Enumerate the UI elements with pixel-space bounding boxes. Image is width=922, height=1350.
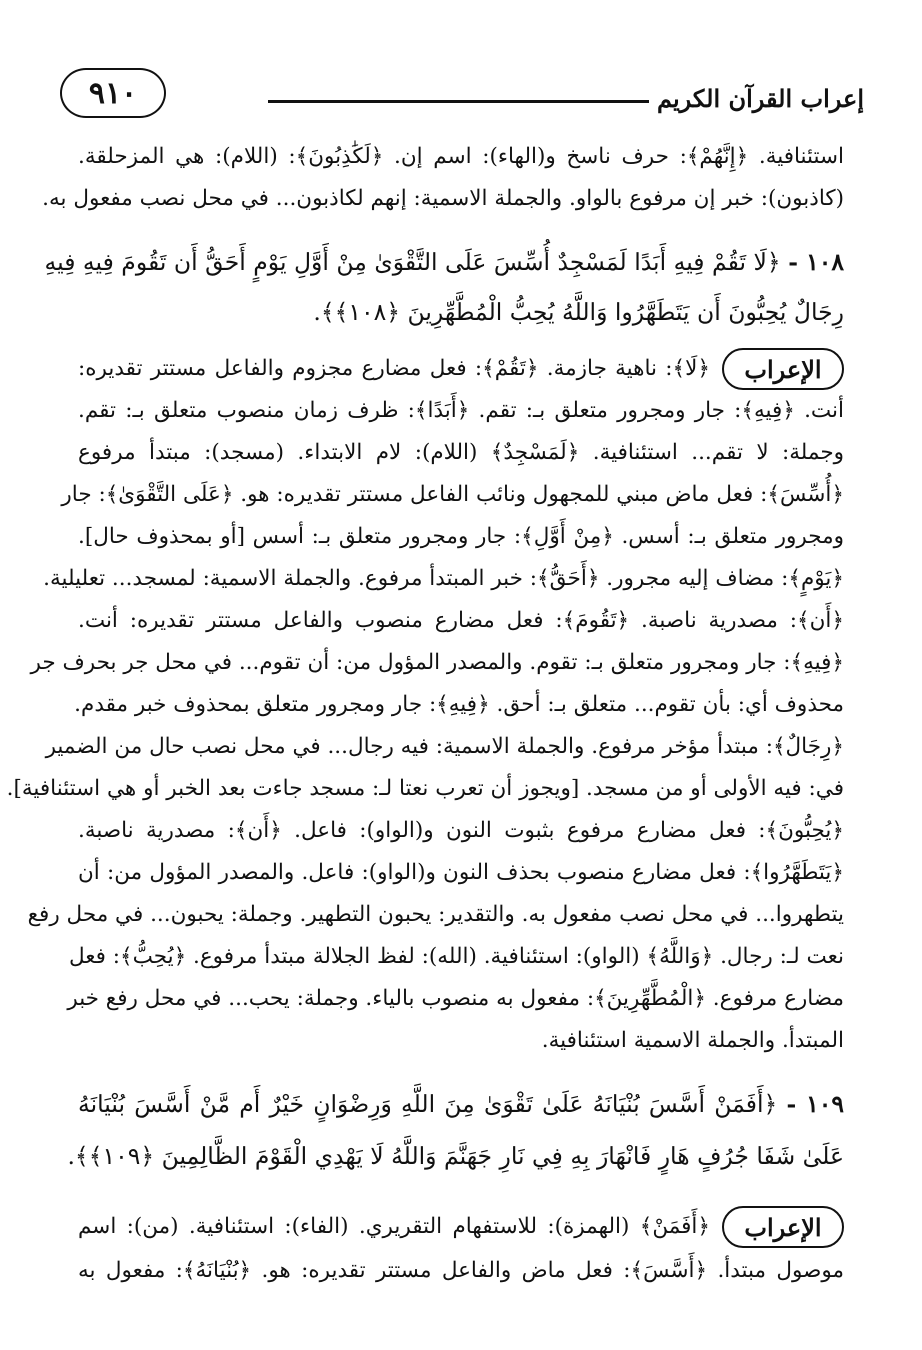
irab-line-12: ﴿يُحِبُّونَ﴾: فعل مضارع مرفوع بثبوت النون و(الواو): فاعل. ﴿أَن﴾: مصدرية ناصبة. xyxy=(78,818,844,843)
verse-109-line-1 xyxy=(78,1090,844,1118)
irab-line-8: ﴿فِيهِ﴾: جار ومجرور متعلق بـ: تقوم. والمصدر المؤول من: أن تقوم... في محل جر بحرف جر xyxy=(30,650,844,675)
irab-line-3: وجملة: لا تقم... استئنافية. ﴿لَمَسْجِدٌ﴾ (اللام): لام الابتداء. (مسجد): مبتدأ مرفوع xyxy=(78,440,844,465)
verse-109-line-2: عَلَىٰ شَفَا جُرُفٍ هَارٍ فَانْهَارَ بِهِ فِي نَارِ جَهَنَّمَ وَاللَّهُ لَا يَهْدِي الْقَوْمَ الظَّالِمِينَ ﴿١٠٩﴾﴾. xyxy=(67,1142,844,1170)
irab-line-17: المبتدأ. والجملة الاسمية استئنافية. xyxy=(541,1028,844,1053)
irab-line-1: ﴿لَا﴾: ناهية جازمة. ﴿تَقُمْ﴾: فعل مضارع مجزوم والفاعل مستتر تقديره: xyxy=(78,356,710,381)
irab109-line-2: موصول مبتدأ. ﴿أَسَّسَ﴾: فعل ماض والفاعل مستتر تقديره: هو. ﴿بُنْيَانَهُ﴾: مفعول به xyxy=(78,1258,844,1283)
irab-line-10: ﴿رِجَالٌ﴾: مبتدأ مؤخر مرفوع. والجملة الاسمية: فيه رجال... في محل نصب حال من الضمير xyxy=(45,734,844,759)
verse-number: ١٠٨ - xyxy=(788,248,844,276)
irab-line-15: نعت لـ: رجال. ﴿وَاللَّهُ﴾ (الواو): استئنافية. (الله): لفظ الجلالة مبتدأ مرفوع. ﴿يُحِبُّ﴾: فعل xyxy=(69,944,844,969)
irab-line-16: مضارع مرفوع. ﴿الْمُطَّهِّرِينَ﴾: مفعول به منصوب بالياء. وجملة: يحب... في محل رفع خبر xyxy=(67,986,844,1011)
irab-line-14: يتطهروا... في محل نصب مفعول به. والتقدير: يحبون التطهير. وجملة: يحبون... في محل رفع xyxy=(27,902,844,927)
intro-line-1: استئنافية. ﴿إِنَّهُمْ﴾: حرف ناسخ و(الهاء): اسم إن. ﴿لَكَٰذِبُونَ﴾: (اللام): هي المزحلقة. xyxy=(78,144,844,169)
irab-line-6: ﴿يَوْمٍ﴾: مضاف إليه مجرور. ﴿أَحَقُّ﴾: خبر المبتدأ مرفوع. والجملة الاسمية: لمسجد... تعليلية. xyxy=(43,566,844,591)
irab-line-9: محذوف أي: بأن تقوم... متعلق بـ: أحق. ﴿فِيهِ﴾: جار ومجرور متعلق بمحذوف خبر مقدم. xyxy=(74,692,844,717)
page-header xyxy=(60,62,864,126)
verse-108-line-1 xyxy=(44,248,844,276)
verse-108-line-2: رِجَالٌ يُحِبُّونَ أَن يَتَطَهَّرُوا وَاللَّهُ يُحِبُّ الْمُطَّهِّرِينَ ﴿١٠٨﴾﴾. xyxy=(313,298,844,326)
irab-line-4: ﴿أُسِّسَ﴾: فعل ماض مبني للمجهول ونائب الفاعل مستتر تقديره: هو. ﴿عَلَى التَّقْوَىٰ﴾: جار xyxy=(61,482,844,507)
irab-line-5: ومجرور متعلق بـ: أسس. ﴿مِنْ أَوَّلِ﴾: جار ومجرور متعلق بـ: أسس [أو بمحذوف حال]. xyxy=(78,524,844,549)
intro-line-2: (كاذبون): خبر إن مرفوع بالواو. والجملة الاسمية: إنهم لكاذبون... في محل نصب مفعول به. xyxy=(42,186,844,211)
header-rule xyxy=(268,100,649,103)
irab-line-13: ﴿يَتَطَهَّرُوا﴾: فعل مضارع منصوب بحذف النون و(الواو): فاعل. والمصدر المؤول من: أن xyxy=(78,860,844,885)
verse-text: ﴿أَفَمَنْ أَسَّسَ بُنْيَانَهُ عَلَىٰ تَقْوَىٰ مِنَ اللَّهِ وَرِضْوَانٍ خَيْرٌ أَم مَّنْ أَسَّسَ بُنْيَانَهُ xyxy=(78,1090,778,1118)
irab-label-badge: الإعراب xyxy=(722,1206,844,1248)
irab109-line-1: ﴿أَفَمَنْ﴾ (الهمزة): للاستفهام التقريري. (الفاء): استئنافية. (من): اسم xyxy=(78,1214,710,1239)
irab-line-11: في: فيه الأولى أو من مسجد. [ويجوز أن تعرب نعتا لـ: مسجد جاءت بعد الخبر أو هي استئنافية]. xyxy=(6,776,844,801)
book-title: إعراب القرآن الكريم xyxy=(657,84,864,113)
irab-line-7: ﴿أَن﴾: مصدرية ناصبة. ﴿تَقُومَ﴾: فعل مضارع منصوب والفاعل مستتر تقديره: أنت. xyxy=(78,608,844,633)
page-number: ٩١٠ xyxy=(60,68,166,118)
verse-number: ١٠٩ - xyxy=(786,1090,844,1118)
verse-text: ﴿لَا تَقُمْ فِيهِ أَبَدًا لَمَسْجِدٌ أُسِّسَ عَلَى التَّقْوَىٰ مِنْ أَوَّلِ يَوْمٍ أَحَقُّ أَن تَقُومَ فِيهِ فِيهِ xyxy=(44,248,781,276)
irab-label-badge: الإعراب xyxy=(722,348,844,390)
irab-line-2: أنت. ﴿فِيهِ﴾: جار ومجرور متعلق بـ: تقم. ﴿أَبَدًا﴾: ظرف زمان منصوب متعلق بـ: تقم. xyxy=(78,398,844,423)
